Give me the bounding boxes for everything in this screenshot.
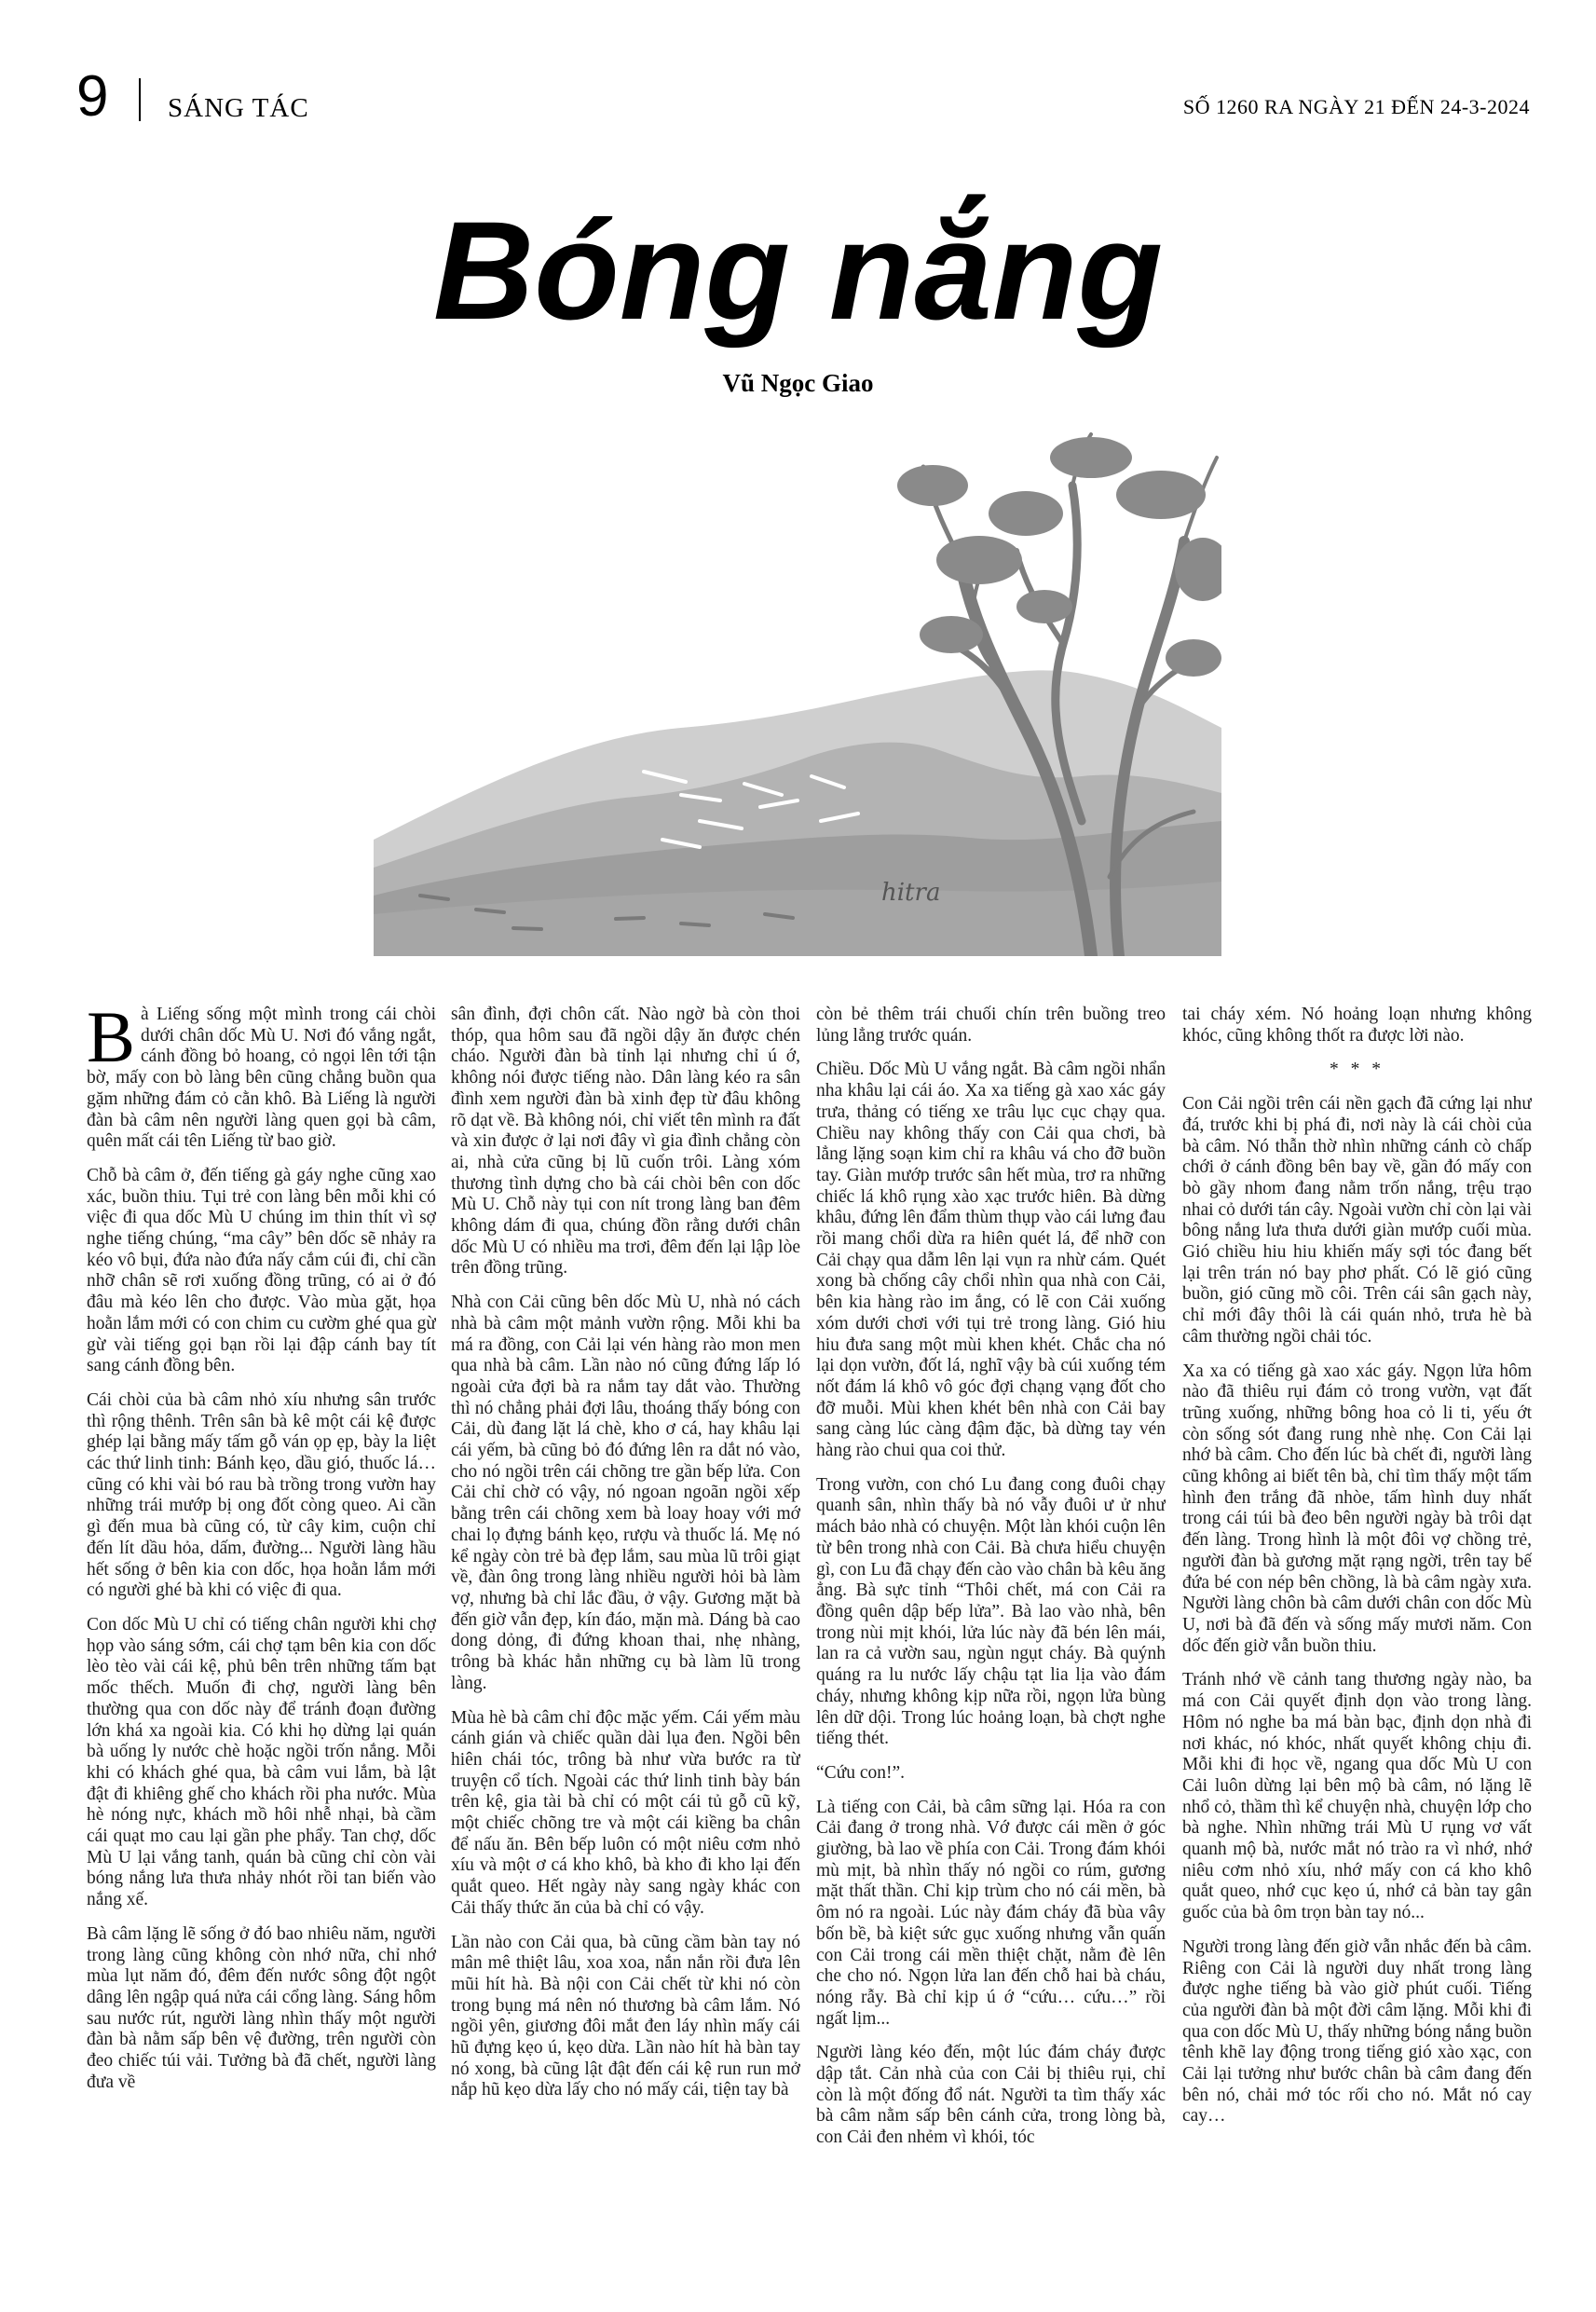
article-column-1 xyxy=(87,1005,436,2291)
paragraph: Là tiếng con Cải, bà câm sững lại. Hóa ra con Cải đang ở trong nhà. Vớ được cái mền ở góc giường, bà lao về phía con Cải. Trong đám khói mù mịt, bà nhìn thấy nó ngồi co rúm, gương mặt thất thần. Chỉ kịp trùm cho nó cái mền, bà ôm nó ra ngoài. Lúc này đám cháy đã bùa vây bốn bề, bà kiệt sức gục xuống nhưng vẫn quấn con Cải trong cái mền thiệt chặt, nằm đè lên che cho nó. Ngọn lửa lan đến chỗ hai bà cháu, nóng rẫy. Bà chỉ kịp ú ớ “cứu… cứu…” rồi ngất lịm... xyxy=(816,1797,1166,2029)
illustration-svg xyxy=(374,430,1221,956)
section-label: SÁNG TÁC xyxy=(168,93,309,123)
landscape-tree-illustration xyxy=(374,430,1221,956)
paragraph: Cái chòi của bà câm nhỏ xíu nhưng sân trước thì rộng thênh. Trên sân bà kê một cái kệ được ghép lại bằng mấy tấm gỗ ván ọp ẹp, bày la liệt các thứ linh tinh: Bánh kẹo, dầu gió, thuốc lá… cũng có khi vài bó rau bà trồng trong vườn hay những trái mướp bị ong đốt còng queo. Ai cần gì đến mua bà cũng có, từ cây kim, cuộn chỉ đến lít dầu hỏa, dấm, đường... Người làng hầu hết sống ở bên kia con dốc, họa hoằn lắm mới có người ghé bà khi có việc đi qua. xyxy=(87,1389,436,1601)
article-title: Bóng nắng xyxy=(432,192,1164,349)
paragraph: Nhà con Cải cũng bên dốc Mù U, nhà nó cách nhà bà câm một mảnh vườn rộng. Mỗi khi ba má ra đồng, con Cải lại vén hàng rào mon men qua nhà bà câm. Lần nào nó cũng đứng lấp ló ngoài cửa đợi bà ra nắm tay dắt vào. Thường thì nó chẳng phải đợi lâu, thoáng thấy bóng con Cải, dù đang lặt lá chè, kho ơ cá, hay khâu lại cái yếm, bà cũng bỏ đó đứng lên ra dắt nó vào, cho nó ngồi trên cái chõng tre gần bếp lửa. Con Cải chỉ chờ có vậy, nó ngoan ngoãn ngồi xếp bằng trên cái chõng xem bà loay hoay với mớ chai lọ đựng bánh kẹo, rượu và thuốc lá. Mẹ nó kể ngày còn trẻ bà đẹp lắm, sau mùa lũ trôi giạt về, đàn ông trong làng nhiều người hỏi bà làm vợ, nhưng bà chỉ lắc đầu, ở vậy. Gương mặt bà đến giờ vẫn đẹp, kín đáo, mặn mà. Dáng bà cao dong dỏng, đi đứng khoan thai, nhẹ nhàng, trông bà khác hẳn những cụ bà làm lũ trong làng. xyxy=(451,1293,800,1693)
paragraph: Trong vườn, con chó Lu đang cong đuôi chạy quanh sân, nhìn thấy bà nó vẫy đuôi ư ử như mách bảo nhà có chuyện. Một làn khói cuộn lên từ bên trong nhà con Cải. Bà chưa hiểu chuyện gì, con Lu đã chạy đến cào vào chân bà kêu ăng ẳng. Bà sực tỉnh “Thôi chết, má con Cải ra đồng quên dập bếp lửa”. Bà lao vào nhà, bên trong nùi mịt khói, lửa lúc này đã bén lên mái, lan ra cả vườn sau, ngùn ngụt cháy. Bà quýnh quáng ra lu nước lấy chậu tạt lia lịa vào đám cháy, nhưng không kịp nữa rồi, ngọn lửa bùng lên dữ dội. Trong lúc hoảng loạn, bà chợt nghe tiếng thét. xyxy=(816,1474,1166,1749)
paragraph: Người trong làng đến giờ vẫn nhắc đến bà câm. Riêng con Cải là người duy nhất trong làng được nghe tiếng bà vào giờ phút cuối. Tiếng của người đàn bà một đời câm lặng. Mỗi khi đi qua con dốc Mù U, thấy những bóng nắng buồn tênh khẽ lay động trong tiếng gió xào xạc, con Cải lại tưởng như bước chân bà câm đang đến bên nó, chải mớ tóc rối cho nó. Mắt nó cay cay… xyxy=(1182,1936,1532,2127)
article-column-2 xyxy=(451,1005,800,2291)
paragraph: “Cứu con!”. xyxy=(816,1762,906,1783)
paragraph: Con Cải ngồi trên cái nền gạch đã cứng lại như đá, trước khi bị phá đi, nơi này là cái chòi của bà câm. Nó thẫn thờ nhìn những cánh cò chấp chới ở cánh đồng bên bay về, gần đó mấy con bò gầy nhom đang nằm trốn nắng, trệu trạo nhai cỏ dưới tán cây. Ngoài vườn chỉ còn lại vài bông nắng lưa thưa dưới giàn mướp cuối mùa. Gió chiều hiu hiu khiến mấy sợi tóc đang bết lại trên trán nó bay phơ phất. Có lẽ gió cũng buồn, gió cũng mồ côi. Trên cái sân gạch này, chỉ mới đây thôi là cái quán nhỏ, trưa hè bà câm thường ngồi chải tóc. xyxy=(1182,1094,1532,1347)
header-divider xyxy=(139,78,141,121)
article-column-3 xyxy=(816,1005,1166,2291)
paragraph: sân đình, đợi chôn cất. Nào ngờ bà còn thoi thóp, qua hôm sau đã ngồi dậy ăn được chén cháo. Người đàn bà tỉnh lại nhưng chỉ ú ớ, không nói được tiếng nào. Dân làng kéo ra sân đình xem người đàn bà xinh đẹp từ đâu không rõ dạt về. Bà không nói, chỉ viết tên mình ra đất và xin được ở lại nơi đây vì gia đình chẳng còn ai, nhà cửa cũng bị lũ cuốn trôi. Làng xóm thương tình dựng cho bà cái chòi bên con dốc Mù U. Chỗ này tụi con nít trong làng ban đêm không dám đi qua, chúng đồn rằng dưới chân dốc Mù U có nhiều ma trơi, đêm đến lại lập lòe trên đồng trũng. xyxy=(451,1005,800,1279)
paragraph: Mùa hè bà câm chỉ độc mặc yếm. Cái yếm màu cánh gián và chiếc quần dài lụa đen. Ngồi bên hiên chái tóc, trông bà như vừa bước ra từ truyện cổ tích. Ngoài các thứ linh tinh bày bán trên kệ, gia tài bà chỉ có một cái tủ gỗ cũ kỹ, một chiếc chõng tre và một cái kiềng ba chân để nấu ăn. Bên bếp luôn có một niêu cơm nhỏ xíu và một ơ cá kho khô, bà kho đi kho lại đến quắt queo. Hết ngày này sang ngày khác con Cải thấy thức ăn của bà chỉ có vậy. xyxy=(451,1707,800,1918)
paragraph: Bà câm lặng lẽ sống ở đó bao nhiêu năm, người trong làng cũng không còn nhớ nữa, chỉ nhớ mùa lụt năm đó, đêm đến nước sông đột ngột dâng lên ngập quá nửa cái cổng làng. Sáng hôm sau nước rút, người làng nhìn thấy một người đàn bà nằm sấp bên vệ đường, trên người còn đeo chiếc túi vải. Tưởng bà đã chết, người làng đưa về xyxy=(87,1923,436,2092)
drop-cap: B xyxy=(87,1005,136,1077)
article-column-4 xyxy=(1182,1005,1532,2291)
paragraph-text: à Liếng sống một mình trong cái chòi dưới chân dốc Mù U. Nơi đó vắng ngắt, cánh đồng bỏ hoang, cỏ ngọi lên tới tận bờ, mấy con bò làng bên cũng chẳng buồn qua gặm những đám cỏ cằn khô. Bà Liếng là người đàn bà câm nên người làng quen gọi bà câm, quên mất cái tên Liếng từ bao giờ. xyxy=(87,1005,436,1152)
paragraph: Lần nào con Cải qua, bà cũng cầm bàn tay nó mân mê thiệt lâu, xoa xoa, nắn nắn rồi đưa lên mũi hít hà. Bà nội con Cải chết từ khi nó còn trong bụng má nên nó thương bà câm lắm. Nó ngồi yên, giương đôi mắt đen láy nhìn mấy cái hũ đựng kẹo ú, kẹo dừa. Lần nào hít hà bàn tay nó xong, bà cũng lật đật đến cái kệ run run mở nắp hũ kẹo dừa lấy cho nó mấy cái, tiện tay bà xyxy=(451,1932,800,2100)
paragraph: Người làng kéo đến, một lúc đám cháy được dập tắt. Cản nhà của con Cải bị thiêu rụi, chỉ còn là một đống đổ nát. Người ta tìm thấy xác bà câm nằm sấp bên cánh cửa, trong lòng bà, con Cải đen nhẻm vì khói, tóc xyxy=(816,2043,1166,2148)
paragraph xyxy=(87,1005,436,1153)
page-number: 9 xyxy=(76,64,109,129)
paragraph: còn bẻ thêm trái chuối chín trên buồng treo lủng lẳng trước quán. xyxy=(816,1005,1166,1046)
page-header xyxy=(76,64,1530,132)
paragraph: Con dốc Mù U chỉ có tiếng chân người khi chợ họp vào sáng sớm, cái chợ tạm bên kia con dốc lèo tèo vài cái kệ, phủ bên trên những tấm bạt mốc thếch. Muốn đi chợ, người làng bên thường qua con dốc này để tránh đoạn đường lớn khá xa ngoài kia. Có khi họ dừng lại quán bà uống ly nước chè hoặc ngồi trốn nắng. Mỗi khi có khách ghé qua, bà câm vui lắm, bà lật đật đi khiêng ghế cho khách rồi pha nước. Mùa hè nóng nực, khách mồ hôi nhễ nhại, bà cầm cái quạt mo cau lại gần phe phẩy. Tan chợ, dốc Mù U lại vắng tanh, quán bà cũng chỉ còn vài bóng nắng lưa thưa nhảy nhót rồi tan biến vào nắng xế. xyxy=(87,1614,436,1910)
paragraph: tai cháy xém. Nó hoảng loạn nhưng không khóc, cũng không thốt ra được lời nào. xyxy=(1182,1005,1532,1046)
paragraph: Chiều. Dốc Mù U vắng ngắt. Bà câm ngồi nhẩn nha khâu lại cái áo. Xa xa tiếng gà xao xác gáy trưa, thảng có tiếng xe trâu lục cục chạy qua. Chiều nay không thấy con Cải qua chơi, bà lẳng lặng soạn kim chỉ ra khâu vá cho đỡ buồn tay. Giàn mướp trước sân hết mùa, trơ ra những chiếc lá khô rụng xào xạc trước hiên. Bà dừng khâu, đứng lên đẩm thùm thụp vào cái lưng đau rồi mang chổi dừa ra hiên quét lá, để nhỡ con Cải chạy qua dẫm lên lại vụn ra nhừ cám. Quét xong bà chống cây chổi nhìn qua nhà con Cải, bên kia hàng rào im ắng, có lẽ con Cải xuống xóm dưới chơi với tụi trẻ trong làng. Gió hiu hiu đưa sang một mùi khen khét. Chắc cha nó lại dọn vườn, đốt lá, nghĩ vậy bà cúi xuống tém nốt đám lá khô vô góc đợi chạng vạng đốt cho đỡ muỗi. Mùi khen khét bên nhà con Cải bay sang càng lúc càng đậm đặc, bà dừng tay vén hàng rào chui qua coi thử. xyxy=(816,1060,1166,1461)
article-author: Vũ Ngọc Giao xyxy=(722,369,874,397)
issue-info: SỐ 1260 RA NGÀY 21 ĐẾN 24-3-2024 xyxy=(1182,95,1530,118)
illustration-signature: hitra xyxy=(881,879,941,907)
section-separator: * * * xyxy=(1330,1060,1385,1080)
paragraph: Chỗ bà câm ở, đến tiếng gà gáy nghe cũng xao xác, buồn thiu. Tụi trẻ con làng bên mỗi khi có việc đi qua dốc Mù U chúng im thin thít vì sợ nghe tiếng chúng, “ma cây” bên dốc sẽ nhảy ra kéo vô bụi, đứa nào đứa nấy cắm cúi đi, chỉ cần nhỡ chân sẽ rơi xuống đồng trũng, có ai ở đó đâu mà kéo lên cho được. Vào mùa gặt, họa hoằn lắm mới có con chim cu cườm ghé qua gừ gừ vài tiếng gọi bạn rồi lại đập cánh bay tít sang cánh đồng bên. xyxy=(87,1165,436,1376)
paragraph: Xa xa có tiếng gà xao xác gáy. Ngọn lửa hôm nào đã thiêu rụi đám cỏ trong vườn, vạt đất trũng xuống, những bông hoa cỏ li ti, yếu ớt còn sống sót đang rung nhè nhẹ. Con Cải lại nhớ bà câm. Cho đến lúc bà chết đi, người làng cũng không ai biết tên bà, chỉ tìm thấy một tấm hình đen trắng đã nhòe, tấm hình duy nhất trong cái túi bà đeo bên người ngày bà trôi dạt đến làng. Trong hình là một đôi vợ chồng trẻ, người đàn bà gương mặt rạng ngời, trên tay bế đứa bé con nép bên chồng, là bà câm ngày xưa. Người làng chôn bà câm dưới chân con dốc Mù U, nơi bà đã đến và sống mấy mươi năm. Con dốc đến giờ vẫn buồn thiu. xyxy=(1182,1361,1532,1656)
paragraph: Tránh nhớ về cảnh tang thương ngày nào, ba má con Cải quyết định dọn vào trong làng. Hôm nó nghe ba má bàn bạc, định dọn nhà đi nơi khác, nó khóc, nhất quyết không chịu đi. Mỗi khi đi học về, ngang qua dốc Mù U con Cải luôn dừng lại bên mộ bà câm, nó lặng lẽ nhổ cỏ, thầm thì kể chuyện nhà, chuyện lớp cho bà nghe. Nhìn những trái Mù U rụng vơ vất quanh mộ bà, nước mắt nó trào ra vì nhớ, nhớ niêu cơm nhỏ xíu, nhớ mấy con cá kho khô quắt queo, nhớ cục kẹo ú, nhớ cả bàn tay gân guốc của bà ôm trọn bàn tay nó... xyxy=(1182,1670,1532,1923)
